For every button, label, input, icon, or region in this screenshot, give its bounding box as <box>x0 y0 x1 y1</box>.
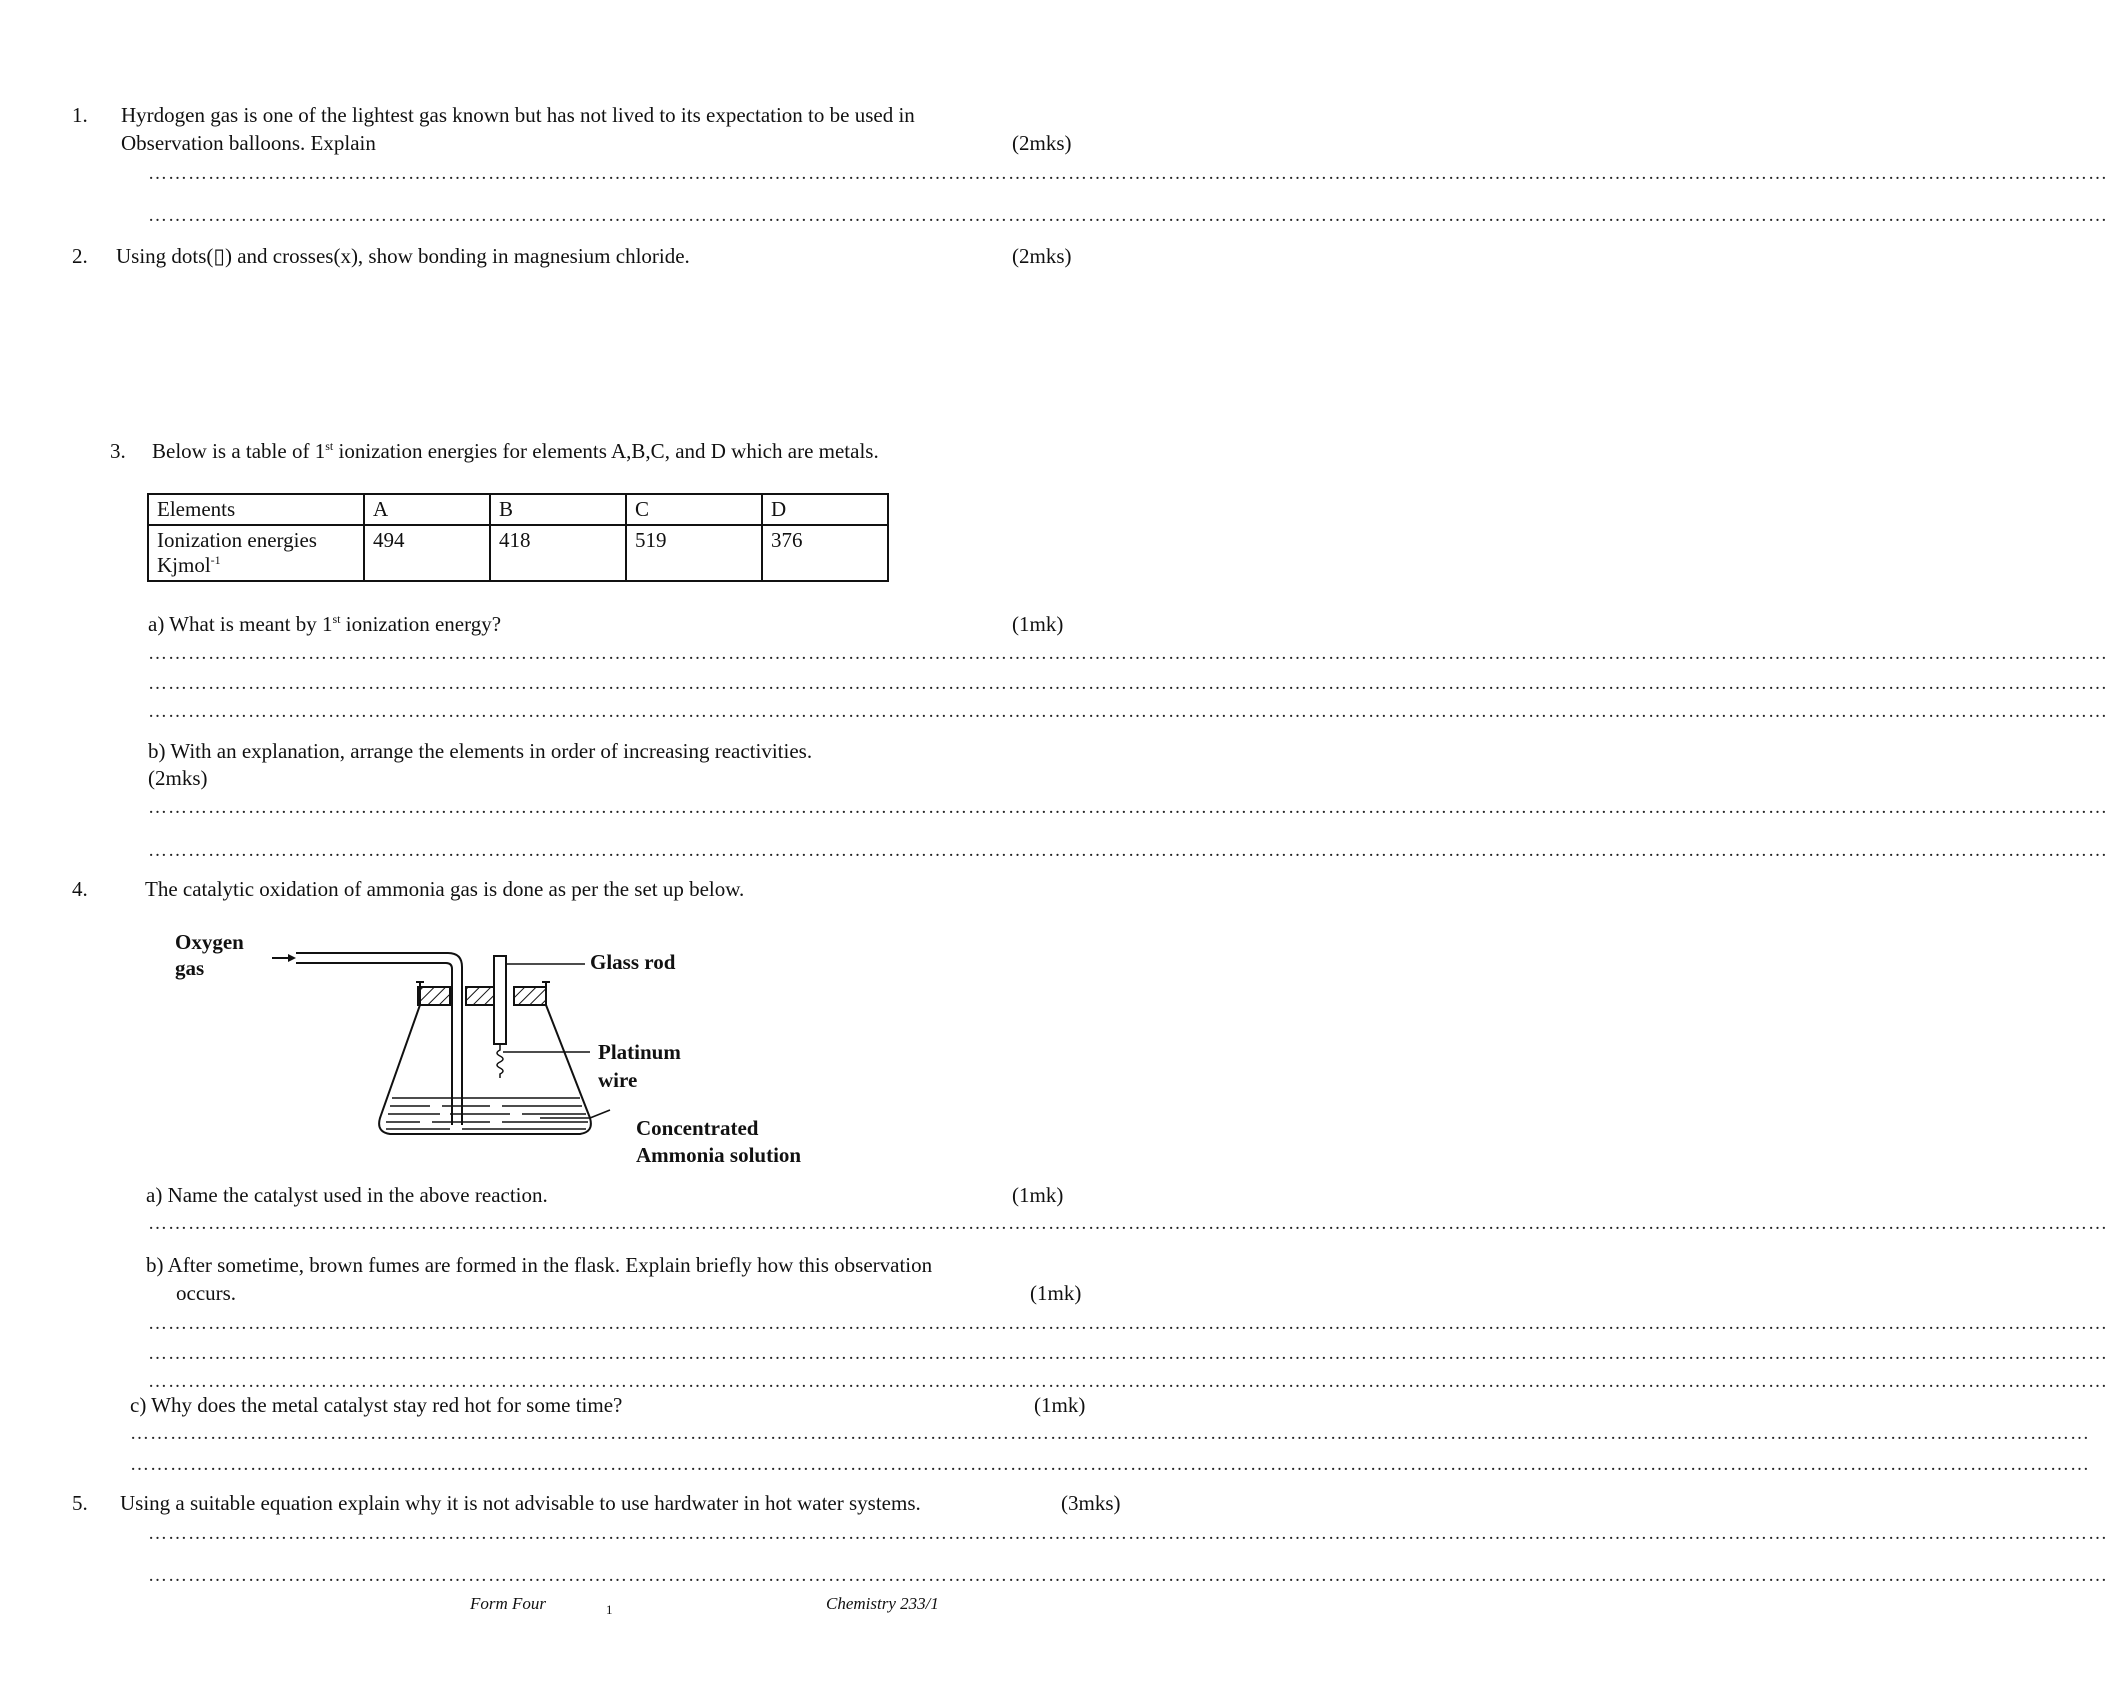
table-row-label: Ionization energies Kjmol$^{-1}$ <box>148 525 364 581</box>
q4-number: 4. <box>72 877 88 901</box>
q1-answer-line-1: …………………………………………………………………………………………………………………………………………………………………………………………………………………………………………………………………… <box>148 163 2108 184</box>
q4b-text-line2: occurs. <box>176 1281 237 1305</box>
q3a-answer-line-3: …………………………………………………………………………………………………………………………………………………………………………………………………………………………………………………………………… <box>148 701 2108 722</box>
q4a-text: a) Name the catalyst used in the above reaction. <box>146 1183 548 1207</box>
q3-number: 3. <box>110 439 126 463</box>
table-header-c: C <box>626 494 762 525</box>
q2-text: Using dots(▯) and crosses(x), show bonding in magnesium chloride. <box>116 244 690 268</box>
label-platinum-line1: Platinum <box>598 1040 681 1064</box>
q3a-marks: (1mk) <box>1012 612 1064 636</box>
q1-marks: (2mks) <box>1012 131 1072 155</box>
q3b-marks: (2mks) <box>148 766 208 790</box>
delivery-tube <box>296 953 462 1125</box>
table-value-a: 494 <box>364 525 490 581</box>
table-value-c: 519 <box>626 525 762 581</box>
oxygen-arrow-icon <box>272 954 296 962</box>
q4c-text: c) Why does the metal catalyst stay red hot for some time? <box>130 1393 623 1417</box>
q4-text: The catalytic oxidation of ammonia gas is done as per the set up below. <box>145 877 745 901</box>
stopper-left <box>418 987 450 1005</box>
label-ammonia-line1: Concentrated <box>636 1116 759 1140</box>
ammonia-solution <box>386 1098 588 1129</box>
q4a-answer-line-1: …………………………………………………………………………………………………………………………………………………………………………………………………………………………………………………………………… <box>148 1213 2108 1234</box>
q3b-answer-line-1: …………………………………………………………………………………………………………………………………………………………………………………………………………………………………………………………………… <box>148 797 2108 818</box>
footer-page-number: 1 <box>606 1602 613 1617</box>
platinum-wire-coil <box>497 1044 503 1078</box>
q1-answer-line-2: …………………………………………………………………………………………………………………………………………………………………………………………………………………………………………………………………… <box>148 205 2108 226</box>
table-header-elements: Elements <box>148 494 364 525</box>
q3b-answer-line-2: …………………………………………………………………………………………………………………………………………………………………………………………………………………………………………………………………… <box>148 840 2108 861</box>
stopper-right <box>514 987 546 1005</box>
q2-number: 2. <box>72 244 88 268</box>
table-value-b: 418 <box>490 525 626 581</box>
q3b-text: b) With an explanation, arrange the elements in order of increasing reactivities. <box>148 739 813 763</box>
q4a-marks: (1mk) <box>1012 1183 1064 1207</box>
table-header-a: A <box>364 494 490 525</box>
q4b-answer-line-2: …………………………………………………………………………………………………………………………………………………………………………………………………………………………………………………………………… <box>148 1343 2108 1364</box>
glass-rod <box>494 956 506 1044</box>
table-header-b: B <box>490 494 626 525</box>
q3a-answer-line-2: …………………………………………………………………………………………………………………………………………………………………………………………………………………………………………………………………… <box>148 673 2108 694</box>
q5-text: Using a suitable equation explain why it is not advisable to use hardwater in hot water systems. <box>120 1491 921 1515</box>
q3-text: Below is a table of 1st ionization energies for elements A,B,C, and D which are metals. <box>152 439 879 463</box>
q4c-marks: (1mk) <box>1034 1393 1086 1417</box>
q3a-text: a) What is meant by 1st ionization energy? <box>148 612 502 636</box>
q4b-answer-line-3: …………………………………………………………………………………………………………………………………………………………………………………………………………………………………………………………………… <box>148 1371 2108 1392</box>
ammonia-oxidation-diagram <box>150 920 870 1180</box>
q2-marks: (2mks) <box>1012 244 1072 268</box>
label-oxygen-line2: gas <box>175 956 205 980</box>
q1-text-line2: Observation balloons. Explain <box>121 131 376 155</box>
ionization-energy-table <box>147 493 889 582</box>
q4b-answer-line-1: …………………………………………………………………………………………………………………………………………………………………………………………………………………………………………………………………… <box>148 1313 2108 1334</box>
table-header-d: D <box>762 494 888 525</box>
q4b-marks: (1mk) <box>1030 1281 1082 1305</box>
label-ammonia-line2: Ammonia solution <box>636 1143 802 1167</box>
q5-answer-line-1: …………………………………………………………………………………………………………………………………………………………………………………………………………………………………………………………………… <box>148 1523 2108 1544</box>
footer-right: Chemistry 233/1 <box>826 1594 939 1613</box>
q1-text-line1: Hyrdogen gas is one of the lightest gas known but has not lived to its expectation to be used in <box>121 103 915 127</box>
table-value-d: 376 <box>762 525 888 581</box>
footer-left: Form Four <box>470 1594 547 1613</box>
table-row <box>148 525 888 581</box>
q1-number: 1. <box>72 103 88 127</box>
label-oxygen-line1: Oxygen <box>175 930 244 954</box>
label-platinum-line2: wire <box>598 1068 638 1092</box>
q4c-answer-line-2: …………………………………………………………………………………………………………………………………………………………………………………………………………………………………………………………………… <box>130 1454 2090 1475</box>
q5-number: 5. <box>72 1491 88 1515</box>
q4b-text-line1: b) After sometime, brown fumes are formed in the flask. Explain briefly how this observation <box>146 1253 933 1277</box>
q5-answer-line-2: …………………………………………………………………………………………………………………………………………………………………………………………………………………………………………………………………… <box>148 1565 2108 1586</box>
q4c-answer-line-1: …………………………………………………………………………………………………………………………………………………………………………………………………………………………………………………………………… <box>130 1423 2090 1444</box>
table-header-row <box>148 494 888 525</box>
label-glass-rod: Glass rod <box>590 950 676 974</box>
q3a-answer-line-1: …………………………………………………………………………………………………………………………………………………………………………………………………………………………………………………………………… <box>148 643 2108 664</box>
q5-marks: (3mks) <box>1061 1491 1121 1515</box>
